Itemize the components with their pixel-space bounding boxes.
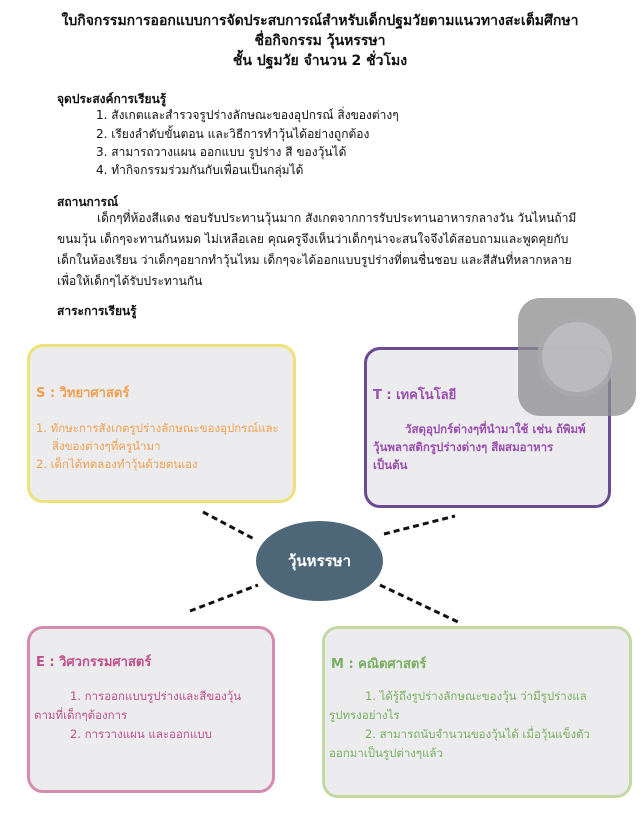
situation-text: เด็กๆที่ห้องสีแดง ชอบรับประทานวุ้นมาก สังเกตจากการรับประทานอาหารกลางวัน วันไหนถ้ามีขนมวุ้น เด็กๆจะทานกันหมด ไม่เหลือเลย คุณครูจึงเห็นว่าเด็กๆน่าจะสนใจจึงได้สอบถามและพูดคุยกับเด็กในห้องเรียน ว่าเด็กๆอยากทำวุ้นไหม เด็กๆจะได้ออกแบบรูปร่างที่ตนชื่นชอบ และสีสันที่หลากหลาย เพื่อให้เด็กๆได้รับประทานกัน [57, 211, 577, 288]
technology-item: วัสดุอุปกร์ต่างๆที่นำมาใช้ เช่น ถ้พิมพ์ [405, 422, 586, 436]
engineering-title: E : วิศวกรรมศาสตร์ [36, 655, 152, 670]
center-topic: วุ้นหรรษา [256, 521, 383, 601]
document-title: ใบกิจกรรมการออกแบบการจัดประสบการณ์สำหรับเด็กปฐมวัยตามแนวทางสะเต็มศึกษา [61, 13, 579, 29]
objective-item: 1. สังเกตและสำรวจรูปร่างลักษณะของอุปกรณ์ สิ่งของต่างๆ [96, 108, 399, 122]
connector-science [203, 512, 256, 540]
connector-math [380, 585, 458, 622]
engineering-item: 1. การออกแบบรูปร่างและสีของวุ้น [70, 689, 242, 703]
circle-icon [542, 322, 612, 392]
math-item: รูปทรงอย่างไร [329, 708, 400, 722]
objective-item: 2. เรียงลำดับขั้นตอน และวิธีการทำวุ้นได้อย่างถูกต้อง [96, 127, 370, 141]
connector-technology [384, 516, 455, 534]
technology-item: เป็นต้น [373, 458, 408, 472]
situation-heading: สถานการณ์ [57, 195, 119, 209]
math-box [322, 626, 632, 798]
engineering-box [27, 626, 275, 793]
objective-item: 4. ทำกิจกรรมร่วมกันกับเพื่อนเป็นกลุ่มได้ [96, 163, 304, 177]
science-item: สิ่งของต่างๆที่ครูนำมา [52, 439, 161, 453]
technology-item: วุ้นพลาสติกรูปร่างต่างๆ สีผสมอาหาร [373, 440, 554, 454]
activity-name: ชื่อกิจกรรม วุ้นหรรษา [254, 33, 386, 49]
connector-engineering [190, 585, 258, 611]
science-item: 1. ทักษะการสังเกตรูปร่างลักษณะของอุปกรณ์และ [36, 421, 279, 435]
content-heading: สาระการเรียนรู้ [57, 304, 137, 318]
math-item: ออกมาเป็นรูปต่างๆแล้ว [329, 746, 444, 760]
math-item: 1. ได้รู้ถึงรูปร่างลักษณะของวุ้น ว่ามีรูปร่างแล [365, 689, 587, 703]
science-title: S : วิทยาศาสตร์ [36, 386, 130, 401]
technology-title: T : เทคโนโลยี [373, 388, 457, 403]
class-level: ชั้น ปฐมวัย จำนวน 2 ชั่วโมง [232, 53, 408, 69]
science-box [27, 344, 296, 503]
math-title: M : คณิตศาสตร์ [331, 657, 427, 672]
assistive-touch-button[interactable] [518, 298, 636, 416]
math-item: 2. สามารถนับจำนวนของวุ้นได้ เมื่อวุ้นแข็งตัว [365, 727, 590, 741]
objective-item: 3. สามารถวางแผน ออกแบบ รูปร่าง สี ของวุ้นได้ [96, 145, 347, 159]
engineering-item: 2. การวางแผน และออกแบบ [70, 727, 212, 741]
objectives-heading: จุดประสงค์การเรียนรู้ [57, 92, 167, 106]
engineering-item: ตามที่เด็กๆต้องการ [34, 708, 128, 722]
science-item: 2. เด็กได้ทดลองทำวุ้นด้วยตนเอง [36, 457, 198, 471]
